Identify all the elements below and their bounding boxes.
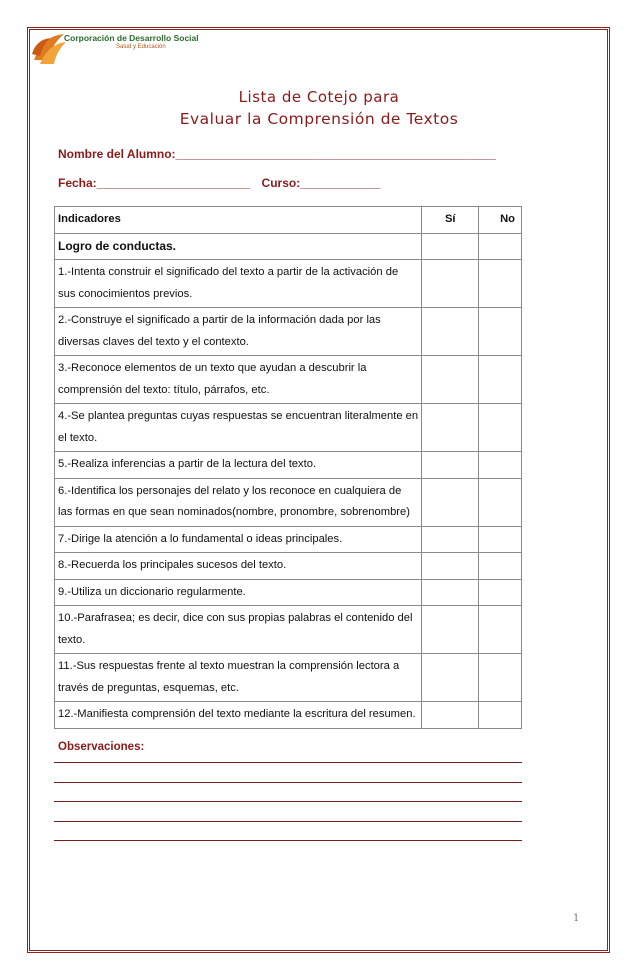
table-row — [55, 553, 522, 580]
table-row — [55, 452, 522, 479]
table-row — [55, 356, 522, 404]
checkbox-cell-no[interactable] — [479, 308, 522, 356]
checkbox-cell-si[interactable] — [422, 654, 479, 702]
indicator-text: 5.-Realiza inferencias a partir de la lectura del texto. — [55, 452, 422, 479]
document-title-line2: Evaluar la Comprensión de Textos — [179, 110, 459, 128]
checkbox-cell-no[interactable] — [479, 404, 522, 452]
indicator-text: 7.-Dirige la atención a lo fundamental o ideas principales. — [55, 526, 422, 553]
checkbox-cell-si[interactable] — [422, 452, 479, 479]
observation-line[interactable] — [54, 782, 522, 783]
logo-name: Corporación de Desarrollo Social — [64, 33, 199, 43]
checkbox-cell-no[interactable] — [479, 579, 522, 606]
checkbox-cell-no[interactable] — [479, 478, 522, 526]
checkbox-cell-no[interactable] — [479, 702, 522, 729]
logo-subtitle: Salud y Educación — [116, 44, 166, 50]
indicator-text: 4.-Se plantea preguntas cuyas respuestas se encuentran literalmente en el texto. — [55, 404, 422, 452]
header-indicadores: Indicadores — [55, 207, 422, 234]
observations-label: Observaciones: — [58, 741, 145, 753]
checkbox-cell-si[interactable] — [422, 233, 479, 260]
observation-line[interactable] — [54, 762, 522, 763]
checkbox-cell-si[interactable] — [422, 526, 479, 553]
table-row — [55, 606, 522, 654]
header-si: Sí — [422, 207, 479, 234]
checkbox-cell-si[interactable] — [422, 702, 479, 729]
checkbox-cell-no[interactable] — [479, 233, 522, 260]
checkbox-cell-si[interactable] — [422, 356, 479, 404]
organization-logo — [28, 28, 198, 80]
table-row — [55, 654, 522, 702]
checkbox-cell-no[interactable] — [479, 606, 522, 654]
indicator-text: 2.-Construye el significado a partir de la información dada por las diversas claves del texto y el contexto. — [55, 308, 422, 356]
observation-line[interactable] — [54, 801, 522, 802]
checkbox-cell-si[interactable] — [422, 553, 479, 580]
checkbox-cell-no[interactable] — [479, 452, 522, 479]
indicator-text: 6.-Identifica los personajes del relato y los reconoce en cualquiera de las formas en que sean nominados(nombre, pronombre, sobrenombre) — [55, 478, 422, 526]
table-header-row — [55, 207, 522, 234]
indicator-text: 12.-Manifiesta comprensión del texto mediante la escritura del resumen. — [55, 702, 422, 729]
table-row — [55, 702, 522, 729]
document-title-line1: Lista de Cotejo para — [238, 88, 400, 106]
page-number: 1 — [573, 913, 580, 924]
checkbox-cell-si[interactable] — [422, 478, 479, 526]
checkbox-cell-si[interactable] — [422, 404, 479, 452]
checkbox-cell-no[interactable] — [479, 654, 522, 702]
course-field: Curso:____________ — [261, 176, 381, 190]
student-name-field: Nombre del Alumno:________________________________________________ — [58, 147, 496, 161]
indicator-text: 11.-Sus respuestas frente al texto muestran la comprensión lectora a través de preguntas, esquemas, etc. — [55, 654, 422, 702]
checkbox-cell-no[interactable] — [479, 553, 522, 580]
date-course-line — [58, 176, 380, 190]
indicator-text: 10.-Parafrasea; es decir, dice con sus propias palabras el contenido del texto. — [55, 606, 422, 654]
table-row — [55, 579, 522, 606]
table-row — [55, 404, 522, 452]
indicator-text: 3.-Reconoce elementos de un texto que ayudan a descubrir la comprensión del texto: título, párrafos, etc. — [55, 356, 422, 404]
table-row — [55, 308, 522, 356]
section-row — [55, 233, 522, 260]
indicator-text: 8.-Recuerda los principales sucesos del texto. — [55, 553, 422, 580]
checkbox-cell-si[interactable] — [422, 308, 479, 356]
indicator-text: 1.-Intenta construir el significado del texto a partir de la activación de sus conocimientos previos. — [55, 260, 422, 308]
observation-line[interactable] — [54, 840, 522, 841]
checkbox-cell-no[interactable] — [479, 526, 522, 553]
date-field: Fecha:_______________________ — [58, 176, 251, 190]
table-row — [55, 260, 522, 308]
checklist-table — [54, 206, 522, 729]
table-row — [55, 526, 522, 553]
indicator-text: 9.-Utiliza un diccionario regularmente. — [55, 579, 422, 606]
header-no: No — [479, 207, 522, 234]
table-row — [55, 478, 522, 526]
checkbox-cell-si[interactable] — [422, 606, 479, 654]
section-label: Logro de conductas. — [55, 233, 422, 260]
checkbox-cell-si[interactable] — [422, 579, 479, 606]
checkbox-cell-si[interactable] — [422, 260, 479, 308]
checkbox-cell-no[interactable] — [479, 260, 522, 308]
checkbox-cell-no[interactable] — [479, 356, 522, 404]
observation-line[interactable] — [54, 821, 522, 822]
